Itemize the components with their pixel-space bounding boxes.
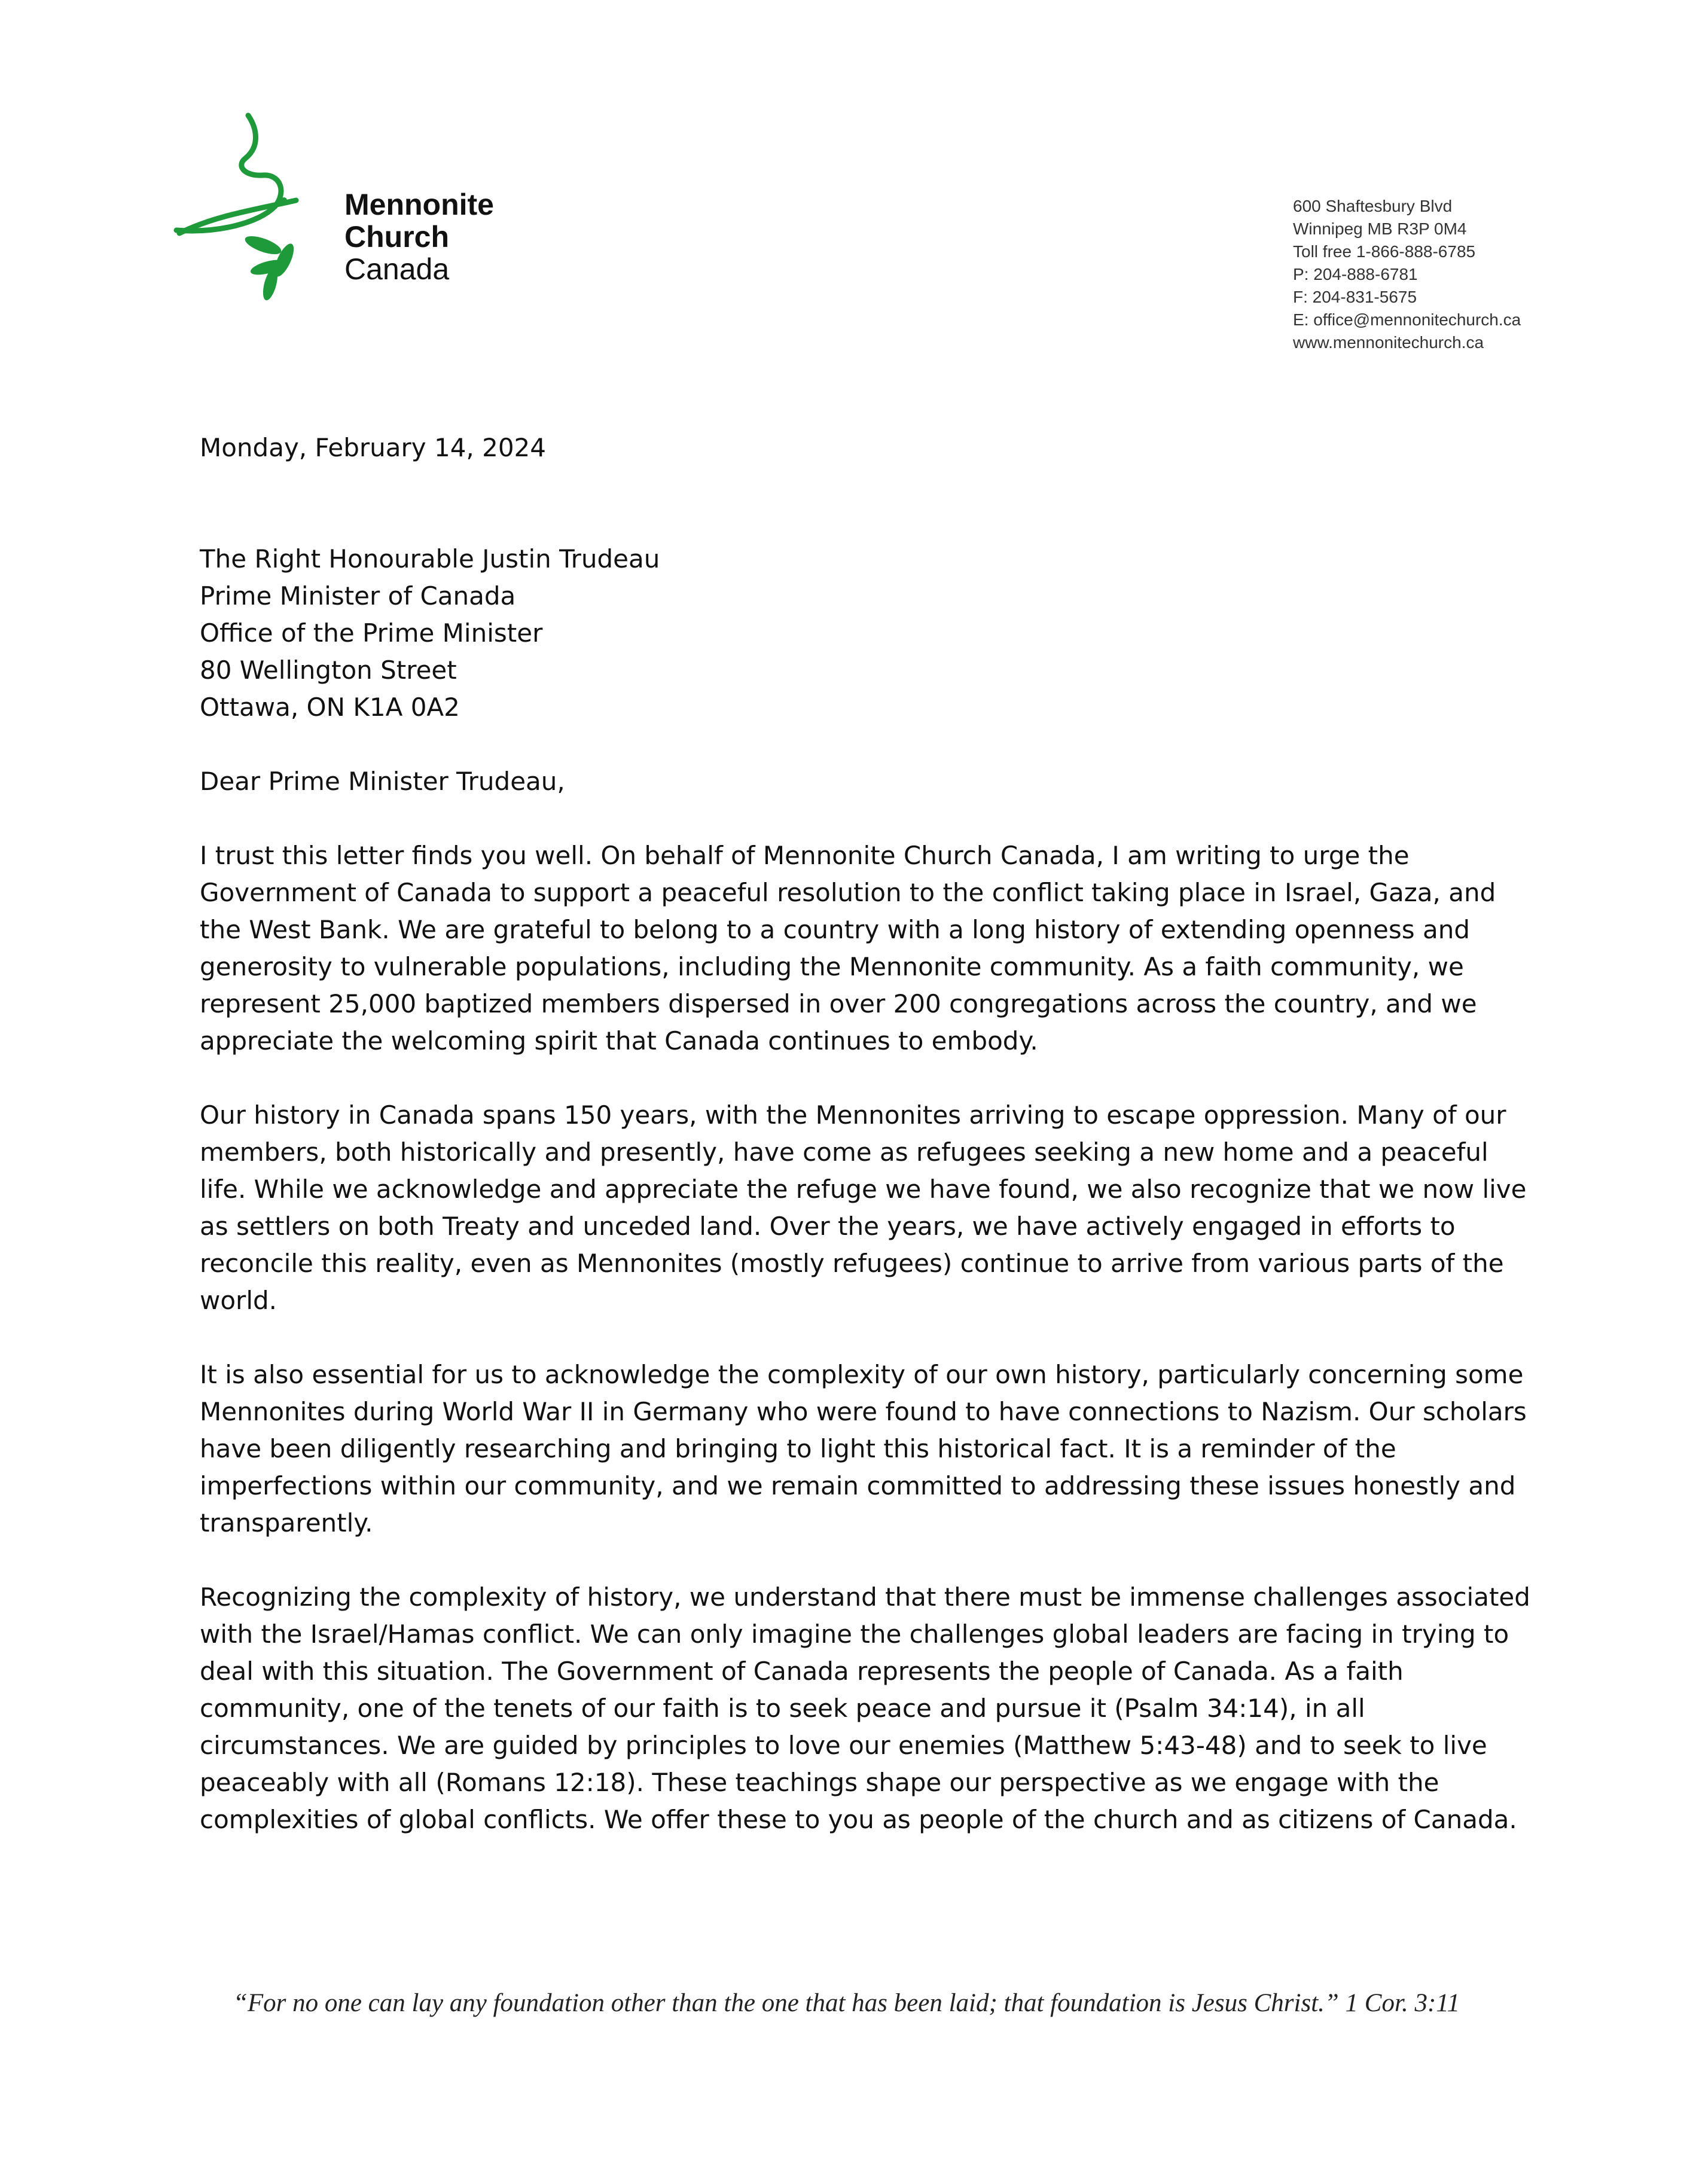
paragraph: Recognizing the complexity of history, we understand that there must be immense challenges associated with the Israel/Hamas conflict. We can only imagine the challenges global leaders are facing in trying to deal with this situation. The Government of Canada represents the people of Canada. As a faith community, one of the tenets of our faith is to seek peace and pursue it (Psalm 34:14), in all circumstances. We are guided by principles to love our enemies (Matthew 5:43-48) and to seek to live peaceably with all (Romans 12:18). These teachings shape our perspective as we engage with the complexities of global conflicts. We offer these to you as people of the church and as citizens of Canada. (200, 1582, 1530, 1834)
recipient-line: Ottawa, ON K1A 0A2 (200, 693, 460, 722)
recipient-line: Office of the Prime Minister (200, 618, 543, 648)
logo-line-2: Church (344, 220, 449, 254)
logo-line-1: Mennonite (344, 188, 494, 221)
contact-phone: P: 204-888-6781 (1293, 265, 1418, 283)
footer-quote: “For no one can lay any foundation other than the one that has been laid; that foundation is Jesus Christ.” 1 Cor. 3:11 (233, 1989, 1460, 2017)
recipient-line: 80 Wellington Street (200, 655, 457, 685)
contact-fax: F: 204-831-5675 (1293, 288, 1417, 306)
contact-web: www.mennonitechurch.ca (1293, 333, 1484, 352)
contact-email: E: office@mennonitechurch.ca (1293, 310, 1521, 329)
paragraph: I trust this letter finds you well. On behalf of Mennonite Church Canada, I am writing to urge the Government of Canada to support a peaceful resolution to the conflict taking place in Israel, Gaza, and the West Bank. We are grateful to belong to a country with a long history of extending openness and generosity to vulnerable populations, including the Mennonite community. As a faith community, we represent 25,000 baptized members dispersed in over 200 congregations across the country, and we appreciate the welcoming spirit that Canada continues to embody. (200, 841, 1496, 1056)
logo-wordmark (344, 188, 494, 285)
paragraph: It is also essential for us to acknowledge the complexity of our own history, particularly concerning some Mennonites during World War II in Germany who were found to have connections to Nazism. Our scholars have been diligently researching and bringing to light this historical fact. It is a reminder of the imperfections within our community, and we remain committed to addressing these issues honestly and transparently. (200, 1360, 1527, 1538)
contact-address-2: Winnipeg MB R3P 0M4 (1293, 219, 1467, 238)
recipient-line: The Right Honourable Justin Trudeau (200, 544, 660, 574)
recipient-line: Prime Minister of Canada (200, 581, 516, 611)
paragraph: Our history in Canada spans 150 years, with the Mennonites arriving to escape oppression. Many of our members, both historically and presently, have come as refugees seeking a new home and a peaceful life. While we acknowledge and appreciate the refuge we have found, we also recognize that we now live as settlers on both Treaty and unceded land. Over the years, we have actively engaged in efforts to reconcile this reality, even as Mennonites (mostly refugees) continue to arrive from various parts of the world. (200, 1100, 1527, 1315)
logo (173, 111, 508, 302)
letter-date: Monday, February 14, 2024 (200, 433, 546, 462)
letter-body (200, 429, 1533, 1875)
recipient-address (200, 541, 1533, 726)
contact-address-1: 600 Shaftesbury Blvd (1293, 197, 1453, 215)
contact-block (1293, 195, 1521, 354)
dove-with-olive-branch-icon (173, 111, 353, 302)
contact-tollfree: Toll free 1-866-888-6785 (1293, 242, 1476, 261)
salutation: Dear Prime Minister Trudeau, (200, 767, 565, 796)
logo-line-3: Canada (344, 252, 450, 286)
